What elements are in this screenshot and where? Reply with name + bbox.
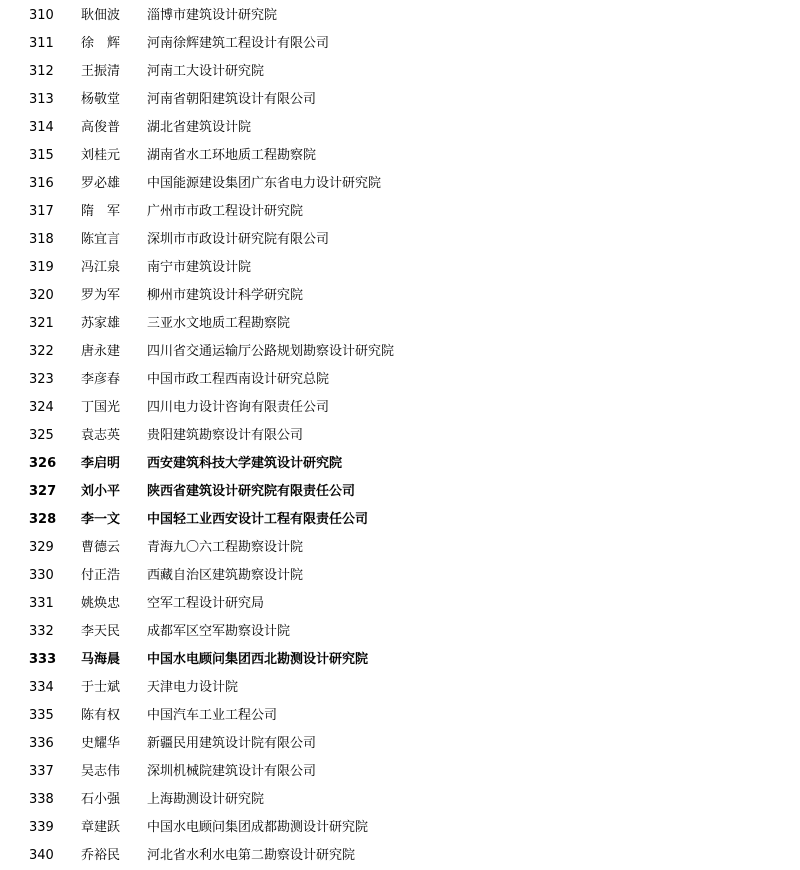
person-name: 罗为军 [81,288,121,303]
table-row [0,114,800,142]
organization-name: 中国能源建设集团广东省电力设计研究院 [147,176,382,191]
organization-name: 淄博市建筑设计研究院 [147,8,278,23]
row-number: 316 [29,176,54,191]
row-number: 311 [29,36,54,51]
table-row [0,142,800,170]
person-name: 李一文 [81,512,121,527]
person-name: 罗必雄 [81,176,121,191]
row-number: 314 [29,120,54,135]
person-name: 石小强 [81,792,121,807]
person-name: 袁志英 [81,428,121,443]
organization-name: 中国汽车工业工程公司 [147,708,278,723]
organization-name: 湖北省建筑设计院 [147,120,252,135]
row-number: 324 [29,400,54,415]
row-number: 335 [29,708,54,723]
row-number: 328 [29,512,57,527]
table-row [0,226,800,254]
row-number: 315 [29,148,54,163]
table-row [0,394,800,422]
table-row [0,730,800,758]
row-number: 323 [29,372,54,387]
person-name: 苏家雄 [81,316,121,331]
table-row [0,170,800,198]
table-row [0,282,800,310]
person-name: 吴志伟 [81,764,121,779]
table-row [0,254,800,282]
person-name: 李彦春 [81,372,121,387]
row-number: 340 [29,848,54,863]
row-number: 312 [29,64,54,79]
organization-name: 四川省交通运输厅公路规划勘察设计研究院 [147,344,395,359]
table-row [0,86,800,114]
person-name: 刘小平 [81,484,121,499]
table-row [0,366,800,394]
person-name: 徐 辉 [81,36,121,51]
person-name: 姚焕忠 [81,596,121,611]
row-number: 337 [29,764,54,779]
person-name: 冯江泉 [81,260,121,275]
table-row [0,618,800,646]
person-name: 杨敬堂 [81,92,121,107]
row-number: 334 [29,680,54,695]
organization-name: 广州市市政工程设计研究院 [147,204,304,219]
row-number: 336 [29,736,54,751]
person-name: 马海晨 [81,652,121,667]
table-row [0,478,800,506]
organization-name: 上海勘测设计研究院 [147,792,265,807]
organization-name: 青海九〇六工程勘察设计院 [147,540,304,555]
row-number: 330 [29,568,54,583]
row-number: 310 [29,8,54,23]
row-number: 321 [29,316,54,331]
table-row [0,198,800,226]
organization-name: 湖南省水工环地质工程勘察院 [147,148,317,163]
organization-name: 三亚水文地质工程勘察院 [147,316,291,331]
person-name: 高俊普 [81,120,121,135]
row-number: 325 [29,428,54,443]
row-number: 317 [29,204,54,219]
row-number: 332 [29,624,54,639]
organization-name: 贵阳建筑勘察设计有限公司 [147,428,304,443]
row-number: 318 [29,232,54,247]
table-row [0,338,800,366]
table-row [0,814,800,842]
table-row [0,786,800,814]
person-name: 耿佃波 [81,8,121,23]
organization-name: 南宁市建筑设计院 [147,260,252,275]
row-number: 329 [29,540,54,555]
row-number: 320 [29,288,54,303]
organization-name: 河南省朝阳建筑设计有限公司 [147,92,317,107]
row-number: 313 [29,92,54,107]
organization-name: 深圳市市政设计研究院有限公司 [147,232,330,247]
organization-name: 中国水电顾问集团成都勘测设计研究院 [147,820,369,835]
table-row [0,590,800,618]
table-row [0,562,800,590]
row-number: 338 [29,792,54,807]
organization-name: 深圳机械院建筑设计有限公司 [147,764,317,779]
organization-name: 中国水电顾问集团西北勘测设计研究院 [147,652,369,667]
organization-name: 四川电力设计咨询有限责任公司 [147,400,330,415]
table-row [0,30,800,58]
row-number: 331 [29,596,54,611]
person-name: 隋 军 [81,204,121,219]
person-name: 于士斌 [81,680,121,695]
row-number: 339 [29,820,54,835]
person-name: 王振清 [81,64,121,79]
table-row [0,422,800,450]
table-row [0,646,800,674]
person-name: 章建跃 [81,820,121,835]
table-row [0,2,800,30]
organization-name: 河北省水利水电第二勘察设计研究院 [147,848,356,863]
organization-name: 中国轻工业西安设计工程有限责任公司 [147,512,369,527]
organization-name: 河南工大设计研究院 [147,64,265,79]
person-name: 史耀华 [81,736,121,751]
person-name: 丁国光 [81,400,121,415]
organization-name: 天津电力设计院 [147,680,239,695]
organization-name: 柳州市建筑设计科学研究院 [147,288,304,303]
row-number: 326 [29,456,57,471]
row-number: 333 [29,652,57,667]
row-number: 327 [29,484,57,499]
table-row [0,58,800,86]
organization-name: 成都军区空军勘察设计院 [147,624,291,639]
person-name: 陈有权 [81,708,121,723]
table-row [0,702,800,730]
person-name: 曹德云 [81,540,121,555]
person-name: 乔裕民 [81,848,121,863]
table-row [0,534,800,562]
organization-name: 新疆民用建筑设计院有限公司 [147,736,317,751]
table-row [0,758,800,786]
person-name: 付正浩 [81,568,121,583]
organization-name: 西安建筑科技大学建筑设计研究院 [147,456,343,471]
person-name: 李启明 [81,456,121,471]
row-number: 322 [29,344,54,359]
table-row [0,450,800,478]
table-row [0,674,800,702]
organization-name: 河南徐辉建筑工程设计有限公司 [147,36,330,51]
organization-name: 中国市政工程西南设计研究总院 [147,372,330,387]
person-name: 陈宜言 [81,232,121,247]
person-name: 李天民 [81,624,121,639]
table-row [0,310,800,338]
row-number: 319 [29,260,54,275]
person-name: 唐永建 [81,344,121,359]
table-row [0,506,800,534]
organization-name: 西藏自治区建筑勘察设计院 [147,568,304,583]
person-name: 刘桂元 [81,148,121,163]
name-list-table [0,2,800,870]
organization-name: 空军工程设计研究局 [147,596,265,611]
organization-name: 陕西省建筑设计研究院有限责任公司 [147,484,356,499]
